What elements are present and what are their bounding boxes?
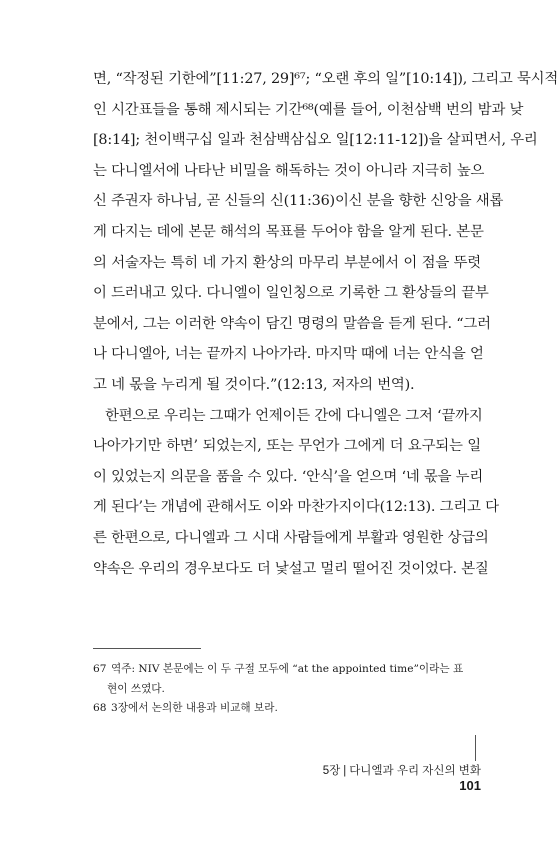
body-line: 나아가기만 하면’ 되었는지, 또는 무언가 그에게 더 요구되는 일	[93, 438, 481, 455]
body-text	[93, 64, 558, 584]
footnotes	[93, 660, 481, 719]
body-line: 약속은 우리의 경우보다도 더 낯설고 멀리 떨어진 것이었다. 본질	[93, 560, 489, 577]
running-head-separator: |	[343, 765, 347, 777]
footnote-number: 67	[93, 663, 107, 675]
body-line: 의 서술자는 특히 네 가지 환상의 마무리 부분에서 이 점을 뚜렷	[93, 254, 481, 271]
footnote-67	[93, 660, 481, 680]
footnote-67-continuation: 현이 쓰였다.	[107, 682, 165, 695]
body-line: 이 있었는지 의문을 품을 수 있다. ‘안식’을 얻으며 ‘네 몫을 누리	[93, 468, 484, 485]
running-head-rule	[475, 735, 476, 761]
body-line: 른 한편으로, 다니엘과 그 시대 사람들에게 부활과 영원한 상급의	[93, 529, 489, 546]
body-line: 게 된다’는 개념에 관해서도 이와 마찬가지이다(12:13). 그리고 다	[93, 499, 499, 516]
body-line: 나 다니엘아, 너는 끝까지 나아가라. 마지막 때에 너는 안식을 얻	[93, 346, 484, 363]
chapter-title: 다니엘과 우리 자신의 변화	[349, 765, 481, 777]
footnote-text: 3장에서 논의한 내용과 비교해 보라.	[111, 702, 278, 714]
body-line: 인 시간표들을 통해 제시되는 기간⁶⁸(예를 들어, 이천삼백 번의 밤과 낮	[93, 101, 524, 118]
running-head	[323, 762, 481, 778]
body-line: 분에서, 그는 이러한 약속이 담긴 명령의 말씀을 듣게 된다. “그러	[93, 315, 491, 332]
body-line: 면, “작정된 기한에”[11:27, 29]⁶⁷; “오랜 후의 일”[10:14]), 그리고 묵시적	[93, 71, 558, 87]
body-line: 신 주권자 하나님, 곧 신들의 신(11:36)이신 분을 향한 신앙을 새롭	[93, 193, 504, 210]
chapter-label: 5장	[322, 765, 341, 777]
body-line: 한편으로 우리는 그때가 언제이든 간에 다니엘은 그저 ‘끝까지	[105, 407, 483, 424]
body-line: 는 다니엘서에 나타난 비밀을 해독하는 것이 아니라 지극히 높으	[93, 162, 485, 179]
body-line: [8:14]; 천이백구십 일과 천삼백삼십오 일[12:11-12])을 살피면서, 우리	[93, 132, 538, 149]
footnote-text: 역주: NIV 본문에는 이 두 구절 모두에 “at the appointed time”이라는 표	[111, 663, 464, 675]
footnote-68	[93, 699, 481, 719]
body-line: 이 드러내고 있다. 다니엘이 일인칭으로 기록한 그 환상들의 끝부	[93, 285, 489, 302]
footnote-number: 68	[93, 702, 107, 714]
footnote-divider	[93, 648, 201, 649]
page-number: 101	[459, 778, 481, 793]
body-line: 게 다지는 데에 본문 해석의 목표를 두어야 함을 알게 된다. 본문	[93, 223, 484, 240]
body-line: 고 네 몫을 누리게 될 것이다.”(12:13, 저자의 번역).	[93, 376, 415, 393]
